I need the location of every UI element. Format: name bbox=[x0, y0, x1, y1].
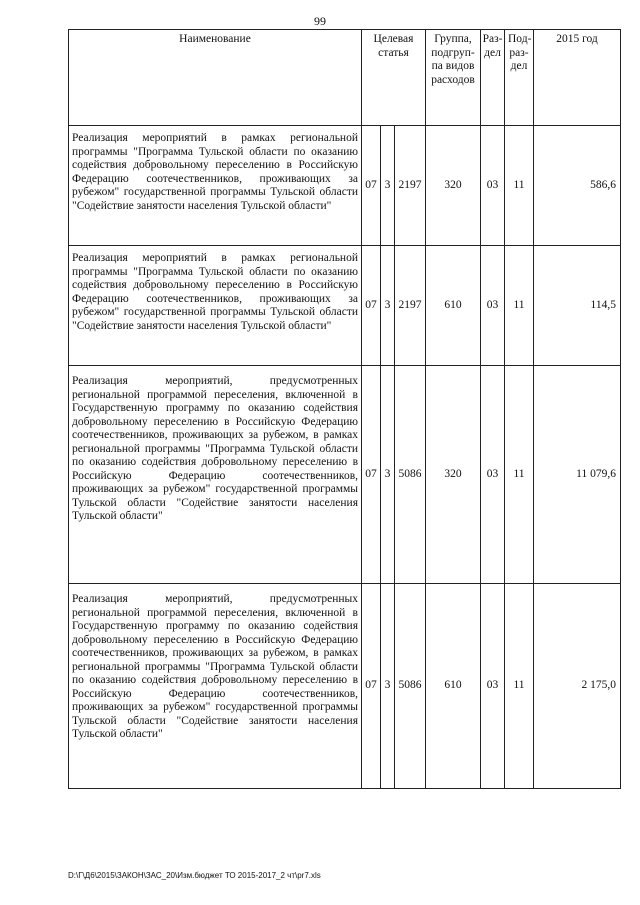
header-expense-group: Группа, подгруп- па видов расходов bbox=[426, 30, 481, 126]
expense-group: 320 bbox=[426, 366, 481, 584]
amount: 114,5 bbox=[534, 246, 621, 366]
table-row bbox=[69, 366, 621, 584]
target-code-1: 07 bbox=[362, 584, 381, 789]
page-number: 99 bbox=[314, 14, 326, 28]
target-code-3: 5086 bbox=[395, 584, 426, 789]
expense-group: 610 bbox=[426, 246, 481, 366]
amount: 11 079,6 bbox=[534, 366, 621, 584]
target-code-1: 07 bbox=[362, 366, 381, 584]
section: 03 bbox=[481, 246, 505, 366]
target-code-3: 2197 bbox=[395, 126, 426, 246]
target-code-2: 3 bbox=[381, 584, 395, 789]
budget-table bbox=[68, 29, 621, 789]
header-row bbox=[69, 30, 621, 126]
target-code-3: 2197 bbox=[395, 246, 426, 366]
header-target-article: Целевая статья bbox=[362, 30, 426, 126]
target-code-2: 3 bbox=[381, 126, 395, 246]
expense-group: 610 bbox=[426, 584, 481, 789]
subsection: 11 bbox=[505, 584, 534, 789]
section: 03 bbox=[481, 126, 505, 246]
subsection: 11 bbox=[505, 246, 534, 366]
row-name: Реализация мероприятий в рамках региональной программы "Программа Тульской области по оказанию содействия добровольному переселению в Российскую Федерацию соотечественников, проживающих за рубежом" государственной программы Тульской области "Содействие занятости населения Тульской области" bbox=[69, 126, 362, 246]
row-name: Реализация мероприятий, предусмотренных региональной программой переселения, включенной в Государственную программу по оказанию содействия добровольному переселению в Российскую Федерацию соотечественников, проживающих за рубежом, в рамках региональной программы "Программа Тульской области по оказанию содействия добровольному переселению в Российскую Федерацию соотечественников, проживающих за рубежом" государственной программы Тульской области "Содействие занятости населения Тульской области" bbox=[69, 366, 362, 584]
header-section: Раз- дел bbox=[481, 30, 505, 126]
target-code-1: 07 bbox=[362, 246, 381, 366]
target-code-2: 3 bbox=[381, 366, 395, 584]
subsection: 11 bbox=[505, 126, 534, 246]
row-name: Реализация мероприятий в рамках региональной программы "Программа Тульской области по оказанию содействия добровольному переселению в Российскую Федерацию соотечественников, проживающих за рубежом" государственной программы Тульской области "Содействие занятости населения Тульской области" bbox=[69, 246, 362, 366]
header-name: Наименование bbox=[69, 30, 362, 126]
target-code-1: 07 bbox=[362, 126, 381, 246]
section: 03 bbox=[481, 584, 505, 789]
row-name: Реализация мероприятий, предусмотренных региональной программой переселения, включенной в Государственную программу по оказанию содействия добровольному переселению в Российскую Федерацию соотечественников, проживающих за рубежом, в рамках региональной программы "Программа Тульской области по оказанию содействия добровольному переселению в Российскую Федерацию соотечественников, проживающих за рубежом" государственной программы Тульской области "Содействие занятости населения Тульской области" bbox=[69, 584, 362, 789]
header-year-2015: 2015 год bbox=[534, 30, 621, 126]
header-subsection: Под- раз- дел bbox=[505, 30, 534, 126]
file-path-footer: D:\Г\Д6\2015\ЗАКОН\ЗАС_20\Изм.бюджет ТО 2015-2017_2 чт\pr7.xls bbox=[68, 871, 321, 880]
subsection: 11 bbox=[505, 366, 534, 584]
amount: 2 175,0 bbox=[534, 584, 621, 789]
table-row bbox=[69, 246, 621, 366]
target-code-2: 3 bbox=[381, 246, 395, 366]
expense-group: 320 bbox=[426, 126, 481, 246]
table-row bbox=[69, 584, 621, 789]
table-row bbox=[69, 126, 621, 246]
amount: 586,6 bbox=[534, 126, 621, 246]
target-code-3: 5086 bbox=[395, 366, 426, 584]
section: 03 bbox=[481, 366, 505, 584]
